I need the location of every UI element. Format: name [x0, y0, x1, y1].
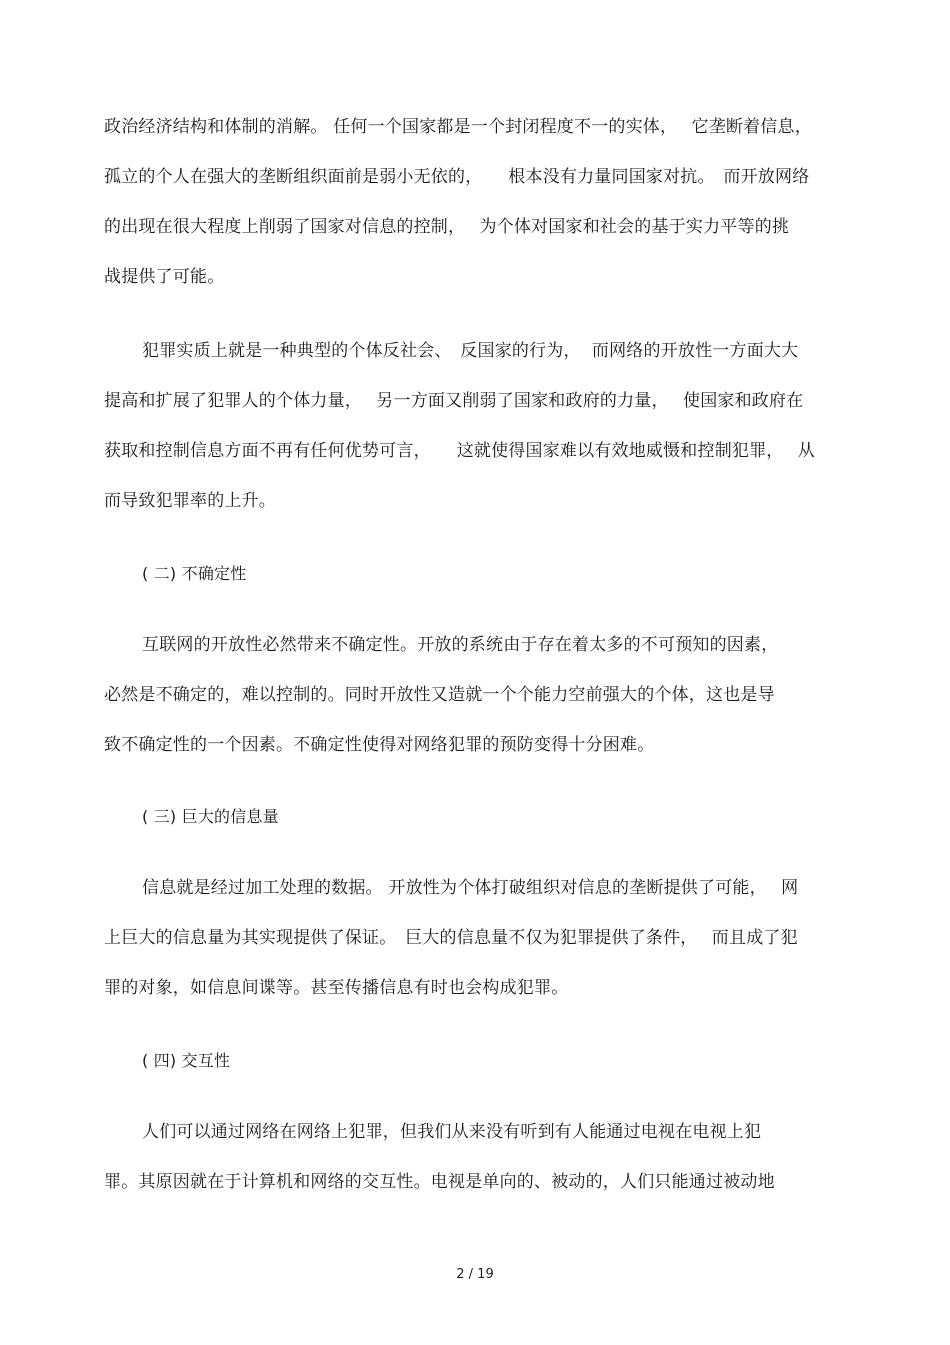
section-heading: ( 四) 交互性 — [142, 1051, 231, 1070]
paragraph-line: 致不确定性的一个因素。不确定性使得对网络犯罪的预防变得十分困难。 — [104, 735, 655, 755]
section-heading: ( 二) 不确定性 — [142, 564, 247, 583]
page-number: 2 / 19 — [456, 1267, 494, 1282]
paragraph-line: 罪。其原因就在于计算机和网络的交互性。电视是单向的、被动的，人们只能通过被动地 — [104, 1172, 775, 1192]
paragraph-line: 获取和控制信息方面不再有任何优势可言， 这就使得国家难以有效地威慑和控制犯罪， 从 — [104, 441, 816, 461]
section-heading: ( 三) 巨大的信息量 — [142, 807, 279, 826]
paragraph-line: 的出现在很大程度上削弱了国家对信息的控制， 为个体对国家和社会的基于实力平等的挑 — [104, 217, 790, 237]
paragraph-line: 政治经济结构和体制的消解。 任何一个国家都是一个封闭程度不一的实体， 它垄断着信息， — [104, 117, 812, 137]
paragraph-line: 罪的对象，如信息间谍等。甚至传播信息有时也会构成犯罪。 — [104, 978, 569, 998]
paragraph-line: 犯罪实质上就是一种典型的个体反社会、 反国家的行为， 而网络的开放性一方面大大 — [142, 341, 799, 361]
paragraph-line: 提高和扩展了犯罪人的个体力量， 另一方面又削弱了国家和政府的力量， 使国家和政府在 — [104, 391, 804, 411]
paragraph-line: 互联网的开放性必然带来不确定性。开放的系统由于存在着太多的不可预知的因素， — [142, 635, 779, 655]
paragraph-line: 信息就是经过加工处理的数据。 开放性为个体打破组织对信息的垄断提供了可能， 网 — [142, 878, 799, 898]
paragraph-line: 必然是不确定的，难以控制的。同时开放性又造就一个个能力空前强大的个体，这也是导 — [104, 685, 775, 705]
paragraph-line: 孤立的个人在强大的垄断组织面前是弱小无依的， 根本没有力量同国家对抗。 而开放网络 — [104, 167, 810, 187]
paragraph-line: 战提供了可能。 — [104, 267, 225, 287]
paragraph-line: 而导致犯罪率的上升。 — [104, 491, 276, 511]
paragraph-line: 上巨大的信息量为其实现提供了保证。 巨大的信息量不仅为犯罪提供了条件， 而且成了犯 — [104, 928, 798, 948]
paragraph-line: 人们可以通过网络在网络上犯罪，但我们从来没有听到有人能通过电视在电视上犯 — [142, 1122, 762, 1142]
